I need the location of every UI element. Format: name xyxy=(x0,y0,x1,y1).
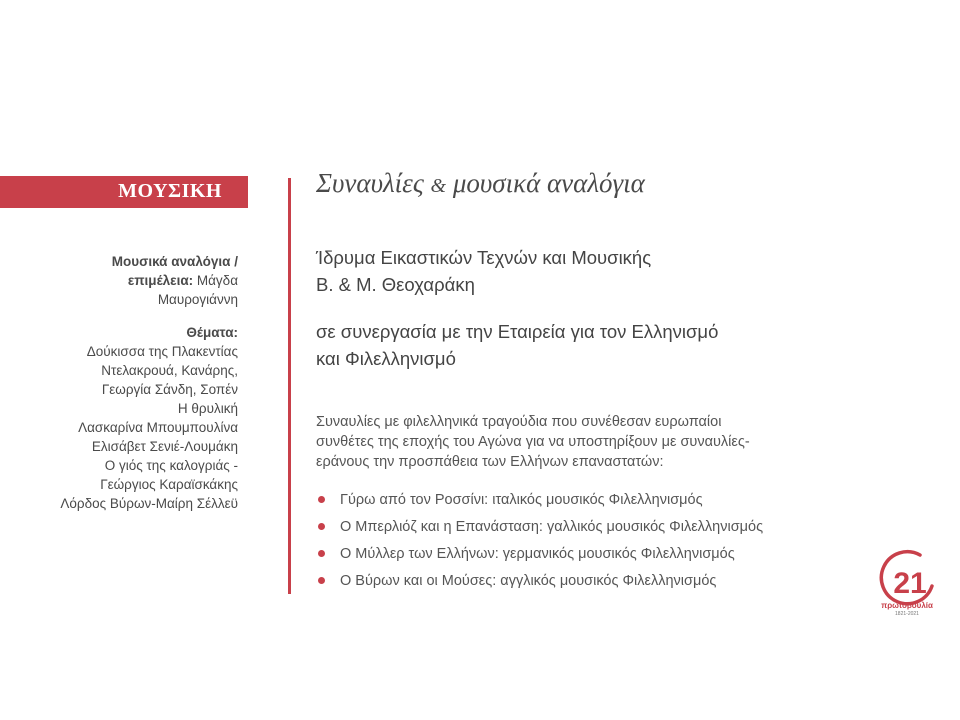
list-item-text: Ο Μπερλιόζ και η Επανάσταση: γαλλικός μουσικός Φιλελληνισμός xyxy=(340,518,764,535)
list-item xyxy=(316,540,896,567)
description-line-1: Συναυλίες με φιλελληνικά τραγούδια που συνέθεσαν ευρωπαίοι xyxy=(316,414,722,430)
theme-line: Γεωργία Σάνδη, Σοπέν xyxy=(101,382,238,397)
bullet-icon xyxy=(318,577,325,584)
title-part-2: μουσικά αναλόγια xyxy=(446,168,645,198)
bullet-icon xyxy=(318,550,325,557)
concert-list xyxy=(316,486,896,594)
title-part-1: Συναυλίες xyxy=(316,168,431,198)
list-item xyxy=(316,486,896,513)
partner xyxy=(316,318,876,372)
curator-label: επιμέλεια: xyxy=(127,273,194,288)
description-line-3: εράνους την προσπάθεια των Ελλήνων επαναστατών: xyxy=(316,454,664,470)
section-band xyxy=(0,176,248,208)
bullet-icon xyxy=(318,523,325,530)
list-item-text: Γύρω από τον Ροσσίνι: ιταλικός μουσικός Φιλελληνισμός xyxy=(340,491,703,508)
theme-line: Δούκισσα της Πλακεντίας xyxy=(86,344,238,359)
curator-line-3: Μαυρογιάννη xyxy=(157,292,238,307)
theme-line: Λασκαρίνα Μπουμπουλίνα xyxy=(78,420,238,435)
theme-line: Γεώργιος Καραϊσκάκης xyxy=(100,477,238,492)
partner-line-2: και Φιλελληνισμό xyxy=(316,348,456,369)
curator-line-2 xyxy=(20,271,238,290)
theme-line: Ντελακρουά, Κανάρης, xyxy=(101,363,238,378)
main-title xyxy=(316,168,645,199)
description xyxy=(316,412,876,472)
list-item-text: Ο Μύλλερ των Ελλήνων: γερμανικός μουσικός Φιλελληνισμός xyxy=(340,545,735,562)
vertical-divider xyxy=(288,178,291,594)
bullet-icon xyxy=(318,496,325,503)
themes-heading: Θέματα: xyxy=(186,325,238,340)
list-item xyxy=(316,513,896,540)
theme-line: Λόρδος Βύρων-Μαίρη Σέλλεϋ xyxy=(60,496,238,511)
logo-caption: πρωτοβουλία xyxy=(881,601,933,610)
organizer xyxy=(316,244,876,298)
logo-number: 21 xyxy=(893,567,927,600)
theme-line: Ελισάβετ Σενιέ-Λουμάκη xyxy=(91,439,238,454)
partner-line-1: σε συνεργασία με την Εταιρεία για τον Ελληνισμό xyxy=(316,321,719,342)
theme-line: Ο γιός της καλογριάς - xyxy=(104,458,238,473)
curator-name-part: Μάγδα xyxy=(193,273,238,288)
title-ampersand: & xyxy=(430,175,447,197)
list-item-text: Ο Βύρων και οι Μούσες: αγγλικός μουσικός Φιλελληνισμός xyxy=(340,572,717,589)
section-title: ΜΟΥΣΙΚΗ xyxy=(118,180,222,202)
logo-years: 1821-2021 xyxy=(895,611,919,617)
description-line-2: συνθέτες της εποχής του Αγώνα για να υποστηρίξουν με συναυλίες- xyxy=(316,434,750,450)
organizer-line-1: Ίδρυμα Εικαστικών Τεχνών και Μουσικής xyxy=(316,247,652,268)
list-item xyxy=(316,567,896,594)
sidebar xyxy=(20,252,238,513)
theme-line: Η θρυλική xyxy=(177,401,238,416)
organizer-line-2: Β. & Μ. Θεοχαράκη xyxy=(316,274,475,295)
curator-line-1: Μουσικά αναλόγια / xyxy=(111,254,238,269)
